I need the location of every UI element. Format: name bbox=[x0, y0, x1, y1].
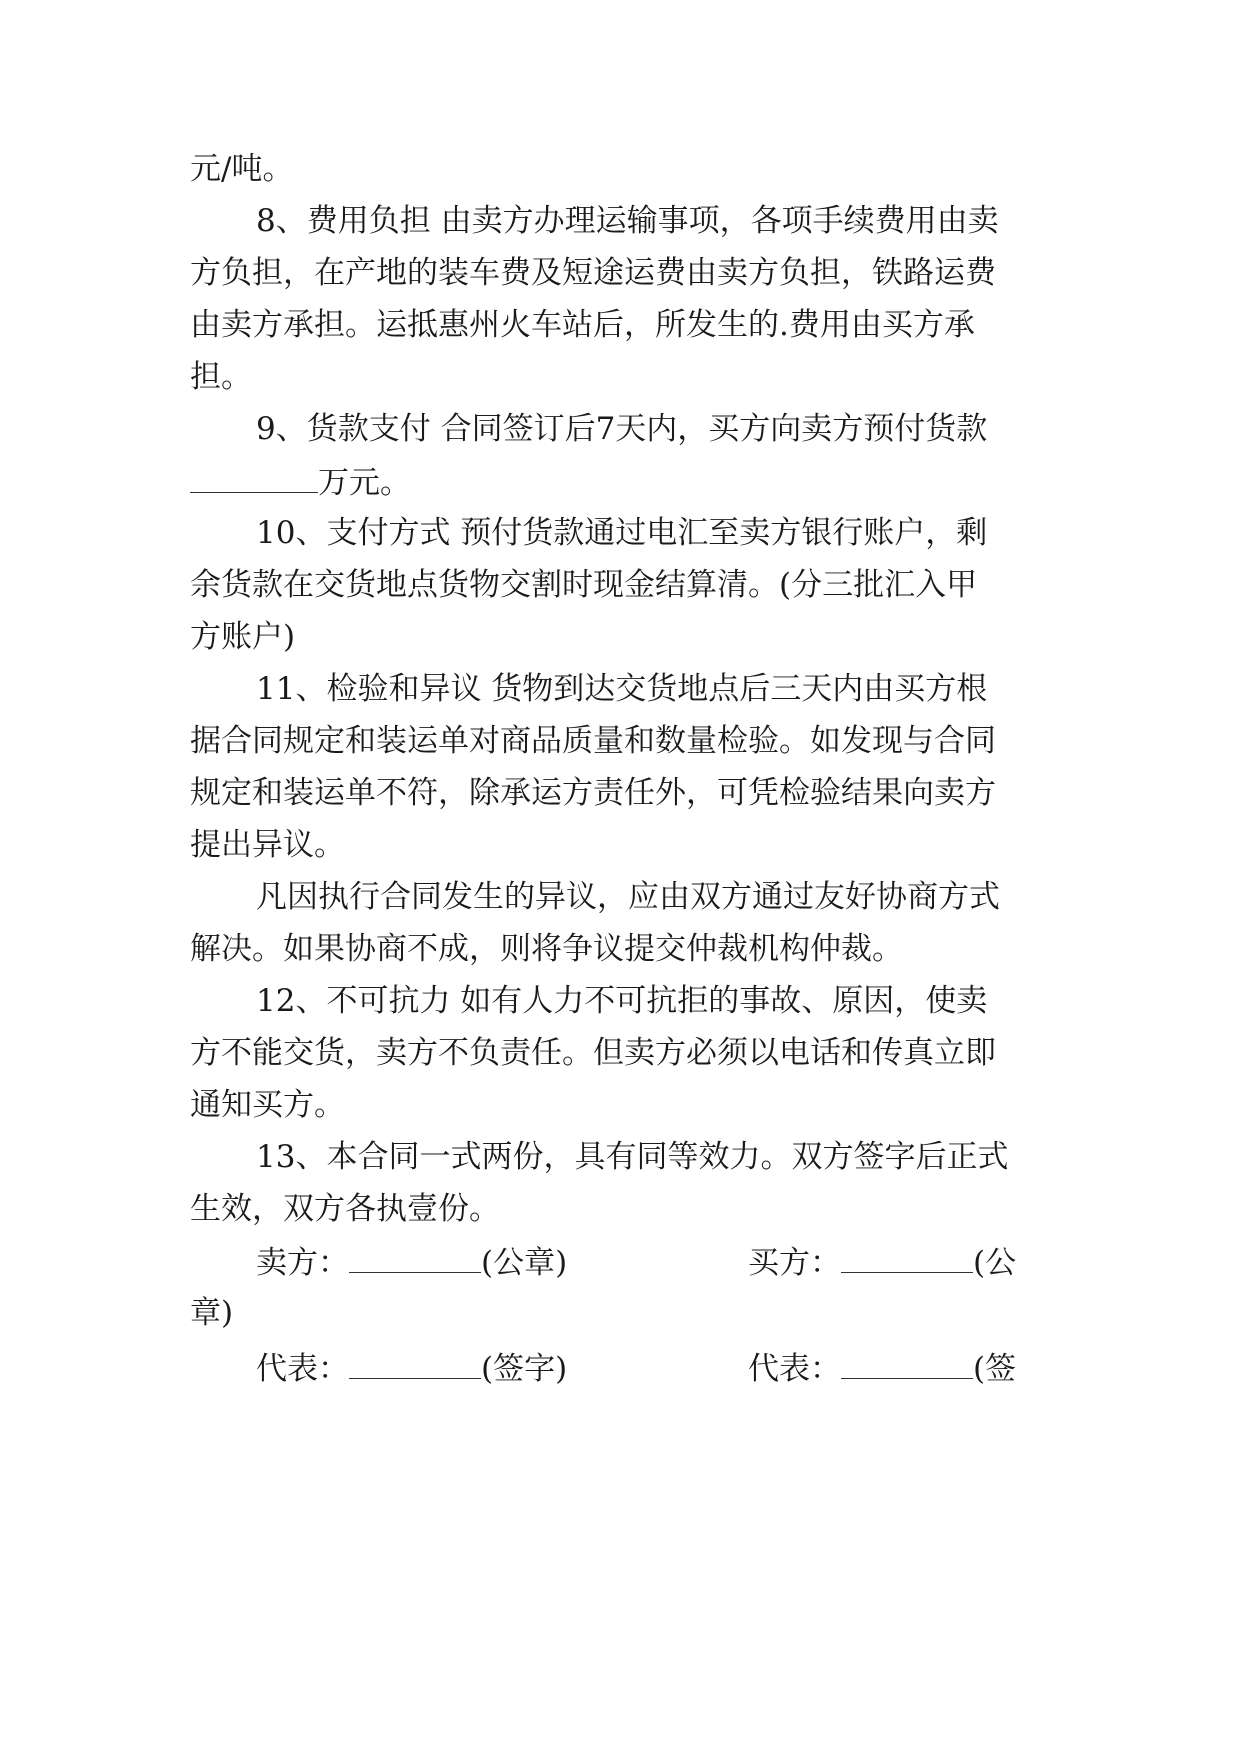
clause-11-line-3: 规定和装运单不符，除承运方责任外，可凭检验结果向卖方 bbox=[190, 775, 996, 811]
buyer-signature-line: 买方： (公 bbox=[748, 1232, 1016, 1290]
clause-10-line-1: 10、支付方式 预付货款通过电汇至卖方银行账户，剩 bbox=[256, 515, 988, 551]
buyer-rep-blank bbox=[841, 1338, 973, 1379]
clause-9-line-1: 9、货款支付 合同签订后7天内，买方向卖方预付货款 bbox=[256, 411, 988, 447]
clause-12-line-1: 12、不可抗力 如有人力不可抗拒的事故、原因，使卖 bbox=[256, 983, 988, 1019]
seller-signature-line: 卖方： (公章) bbox=[256, 1232, 567, 1290]
seller-blank bbox=[349, 1232, 481, 1273]
clause-12-line-3: 通知买方。 bbox=[190, 1087, 345, 1123]
dispute-line-1: 凡因执行合同发生的异议，应由双方通过友好协商方式 bbox=[256, 879, 1000, 915]
clause-11-line-2: 据合同规定和装运单对商品质量和数量检验。如发现与合同 bbox=[190, 723, 996, 759]
clause-12-line-2: 方不能交货，卖方不负责任。但卖方必须以电话和传真立即 bbox=[190, 1035, 996, 1071]
seller-rep-blank bbox=[349, 1338, 481, 1379]
buyer-seal-continuation: 章) bbox=[190, 1295, 234, 1331]
clause-8-line-4: 担。 bbox=[190, 359, 252, 395]
clause-8-line-1: 8、费用负担 由卖方办理运输事项，各项手续费用由卖 bbox=[256, 203, 999, 239]
clause-8-line-3: 由卖方承担。运抵惠州火车站后，所发生的.费用由买方承 bbox=[190, 307, 975, 343]
clause-11-line-1: 11、检验和异议 货物到达交货地点后三天内由买方根 bbox=[256, 671, 988, 707]
clause-10-line-3: 方账户) bbox=[190, 619, 296, 655]
clause-9-line-2: 万元。 bbox=[190, 452, 411, 510]
clause-13-line-2: 生效，双方各执壹份。 bbox=[190, 1191, 500, 1227]
buyer-representative-line: 代表： (签 bbox=[748, 1338, 1016, 1396]
dispute-line-2: 解决。如果协商不成，则将争议提交仲裁机构仲裁。 bbox=[190, 931, 903, 967]
clause-11-line-4: 提出异议。 bbox=[190, 827, 345, 863]
amount-blank bbox=[190, 452, 318, 493]
seller-representative-line: 代表： (签字) bbox=[256, 1338, 567, 1396]
clause-13-line-1: 13、本合同一式两份，具有同等效力。双方签字后正式 bbox=[256, 1139, 1009, 1175]
clause-10-line-2: 余货款在交货地点货物交割时现金结算清。(分三批汇入甲 bbox=[190, 567, 978, 603]
clause-8-line-2: 方负担，在产地的装车费及短途运费由卖方负担，铁路运费 bbox=[190, 255, 996, 291]
text-line: 元/吨。 bbox=[190, 151, 294, 187]
buyer-blank bbox=[841, 1232, 973, 1273]
